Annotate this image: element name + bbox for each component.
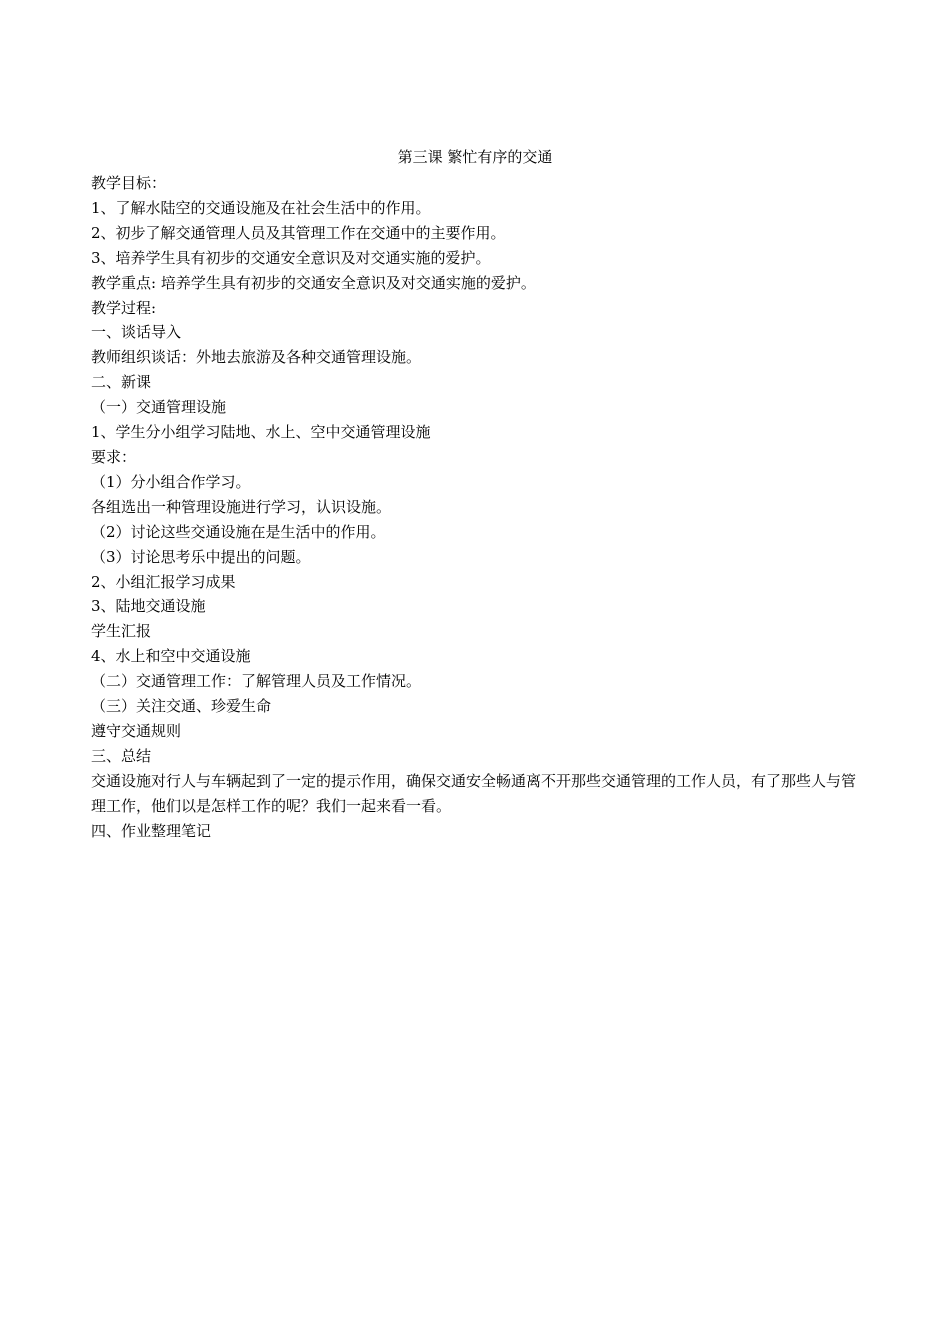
paragraph-line: 3、陆地交通设施 <box>91 597 206 616</box>
paragraph-line: （1）分小组合作学习。 <box>91 472 251 491</box>
paragraph-line: 2、初步了解交通管理人员及其管理工作在交通中的主要作用。 <box>91 223 506 242</box>
paragraph-line: 教师组织谈话：外地去旅游及各种交通管理设施。 <box>91 348 422 367</box>
paragraph-line: 教学重点: 培养学生具有初步的交通安全意识及对交通实施的爱护。 <box>91 273 536 292</box>
paragraph-line: 教学目标： <box>91 174 167 192</box>
paragraph-line: 一、谈话导入 <box>91 323 182 342</box>
paragraph-line: 遵守交通规则 <box>91 721 182 740</box>
paragraph-line: 二、新课 <box>91 373 152 392</box>
paragraph-line: 各组选出一种管理设施进行学习，认识设施。 <box>91 497 392 516</box>
paragraph-line: 要求： <box>91 447 137 466</box>
paragraph-line: 1、了解水陆空的交通设施及在社会生活中的作用。 <box>91 198 431 217</box>
summary-paragraph: 交通设施对行人与车辆起到了一定的提示作用，确保交通安全畅通离不开那些交通管理的工作人员，有了那些人与管理工作，他们以是怎样工作的呢？我们一起来看一看。 <box>91 771 857 815</box>
paragraph-line: 教学过程: <box>91 298 157 317</box>
paragraph-line: 3、培养学生具有初步的交通安全意识及对交通实施的爱护。 <box>91 248 491 267</box>
paragraph-line: 三、总结 <box>91 746 152 765</box>
paragraph-line: （二）交通管理工作：了解管理人员及工作情况。 <box>91 672 422 691</box>
paragraph-line: 1、学生分小组学习陆地、水上、空中交通管理设施 <box>91 423 431 442</box>
paragraph-line: （三）关注交通、珍爱生命 <box>91 697 272 716</box>
paragraph-line: 学生汇报 <box>91 622 152 641</box>
paragraph-line: （3）讨论思考乐中提出的问题。 <box>91 547 311 566</box>
paragraph-line: 4、水上和空中交通设施 <box>91 647 251 666</box>
paragraph-line: 四、作业整理笔记 <box>91 821 212 840</box>
paragraph-line: （一）交通管理设施 <box>91 398 227 417</box>
paragraph-line: 2、小组汇报学习成果 <box>91 572 236 591</box>
document-body <box>91 171 871 843</box>
paragraph-line: （2）讨论这些交通设施在是生活中的作用。 <box>91 522 386 541</box>
document-title: 第三课 繁忙有序的交通 <box>397 148 553 166</box>
